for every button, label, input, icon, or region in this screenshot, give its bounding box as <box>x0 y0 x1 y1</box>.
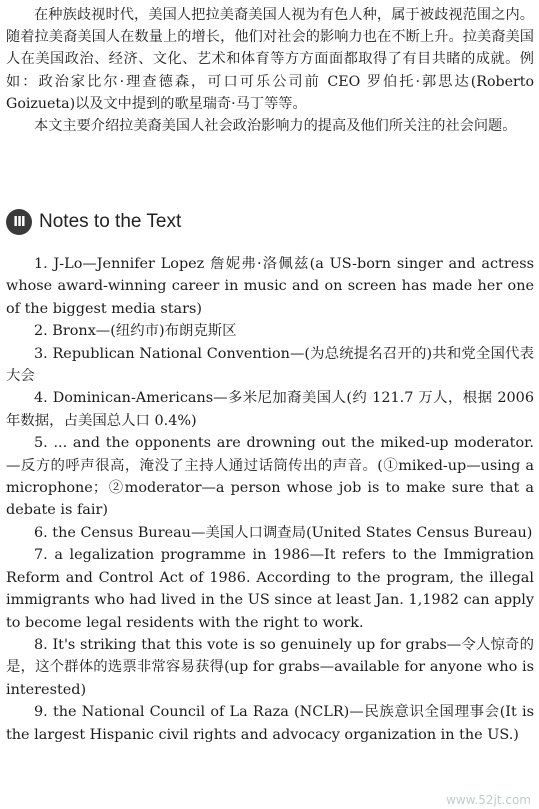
section-heading <box>6 207 181 237</box>
note-item-5: 5. ... and the opponents are drowning out the miked-up moderator. —反方的呼声很高，淹没了主持人通过话筒传出的声音。(①miked-up—using a microphone；②moderator—a person whose job is to make sure that a debate is fair) <box>6 435 534 519</box>
note-item-6: 6. the Census Bureau—美国人口调查局(United States Census Bureau) <box>34 524 533 541</box>
intro-text <box>6 4 534 137</box>
intro-paragraph-1: 在种族歧视时代，美国人把拉美裔美国人视为有色人种，属于被歧视范围之内。随着拉美裔美国人在数量上的增长，他们对社会的影响力也在不断上升。拉美裔美国人在美国政治、经济、文化、艺术和体育等方方面面都取得了有目共睹的成就。例如：政治家比尔·理查德森，可口可乐公司前 CEO 罗伯托·郭思达(Roberto Goizueta)以及文中提到的歌星瑞奇·马丁等等。 <box>6 7 534 112</box>
notes-list <box>6 253 534 746</box>
note-item-4: 4. Dominican-Americans—多米尼加裔美国人(约 121.7 万人，根据 2006 年数据，占美国总人口 0.4%) <box>6 390 534 429</box>
note-item-9: 9. the National Council of La Raza (NCLR)—民族意识全国理事会(It is the largest Hispanic civil rights and advocacy organization in the US.) <box>6 704 534 743</box>
intro-paragraph-2: 本文主要介绍拉美裔美国人社会政治影响力的提高及他们所关注的社会问题。 <box>34 118 517 135</box>
section-number-badge: III <box>6 209 32 235</box>
site-watermark: www.52jt.com <box>446 793 531 807</box>
note-item-7: 7. a legalization programme in 1986—It refers to the Immigration Reform and Control Act of 1986. According to the program, the illegal immigrants who had lived in the US since at least Jan. 1,1982 can apply to become legal residents with the right to work. <box>6 547 534 631</box>
note-item-2: 2. Bronx—(纽约市)布朗克斯区 <box>34 323 237 340</box>
section-title: Notes to the Text <box>39 211 182 232</box>
note-item-1: 1. J-Lo—Jennifer Lopez 詹妮弗·洛佩兹(a US-born singer and actress whose award-winning career in music and on screen has made her one of the biggest media stars) <box>6 256 534 317</box>
note-item-3: 3. Republican National Convention—(为总统提名召开的)共和党全国代表大会 <box>6 345 534 385</box>
note-item-8: 8. It's striking that this vote is so genuinely up for grabs—令人惊奇的是，这个群体的选票非常容易获得(up for grabs—available for anyone who is interested) <box>6 636 534 698</box>
